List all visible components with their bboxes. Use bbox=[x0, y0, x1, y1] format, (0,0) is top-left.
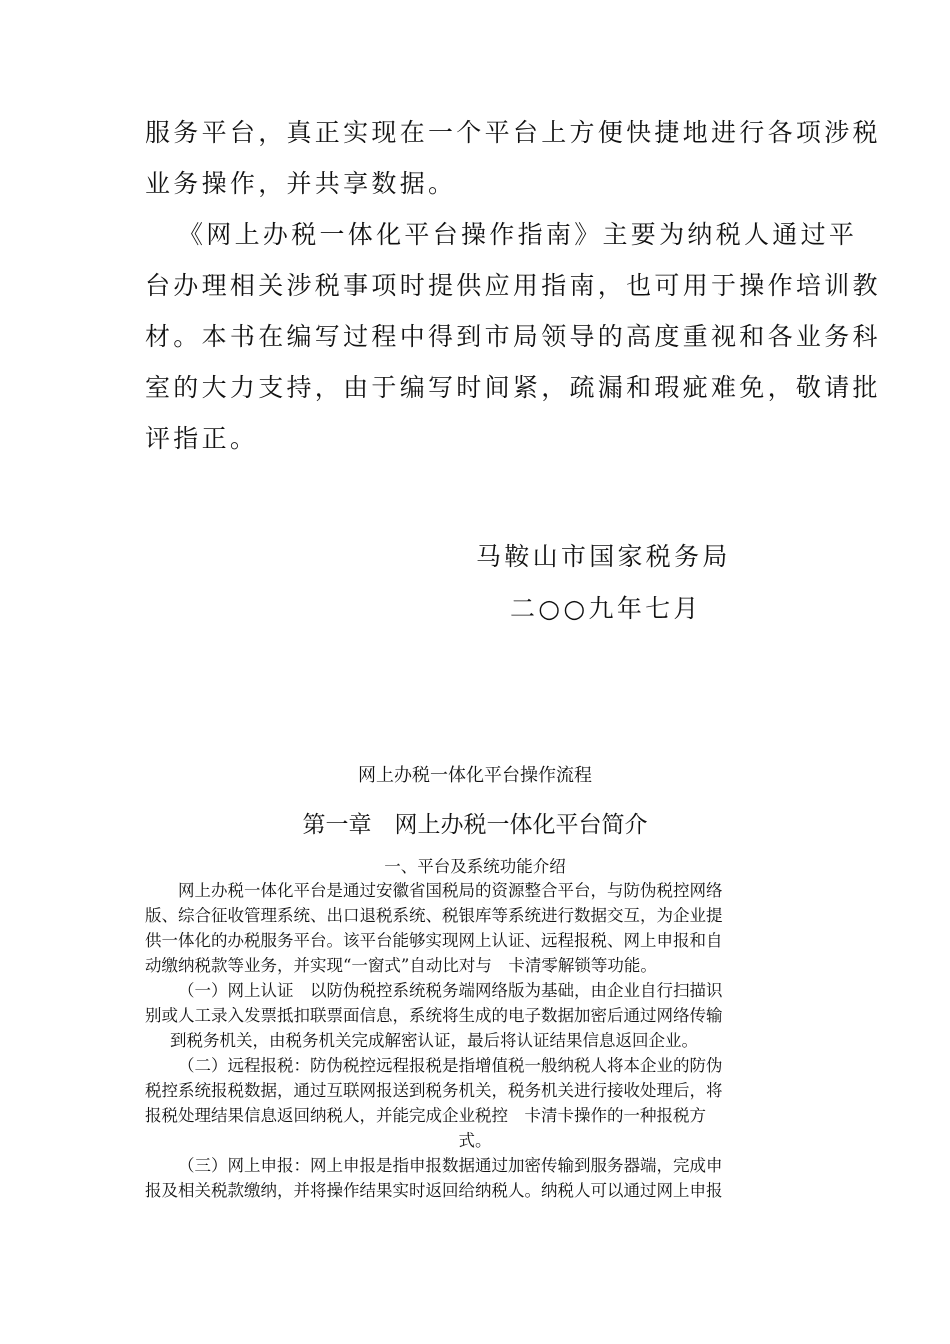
body-line: 版、综合征收管理系统、出口退税系统、税银库等系统进行数据交互，为企业提 bbox=[145, 906, 723, 925]
signature: 马鞍山市国家税务局 bbox=[476, 542, 731, 571]
body-line: 供一体化的办税服务平台。该平台能够实现网上认证、远程报税、网上申报和自 bbox=[145, 931, 723, 950]
body-line: 动缴纳税款等业务，并实现“一窗式”自动比对与 卡清零解锁等功能。 bbox=[145, 956, 657, 975]
preface-line: 室的大力支持，由于编写时间紧，疏漏和瑕疵难免，敬请批 bbox=[145, 373, 881, 402]
body-line: （二）远程报税：防伪税控远程报税是指增值税一般纳税人将本企业的防伪 bbox=[178, 1056, 723, 1075]
date: 二○○九年七月 bbox=[510, 594, 702, 623]
body-line: 税控系统报税数据，通过互联网报送到税务机关，税务机关进行接收处理后，将 bbox=[145, 1081, 723, 1100]
preface-line: 材。本书在编写过程中得到市局领导的高度重视和各业务科 bbox=[145, 322, 881, 351]
preface-line: 台办理相关涉税事项时提供应用指南，也可用于操作培训教 bbox=[145, 271, 881, 300]
preface-line: 《网上办税一体化平台操作指南》主要为纳税人通过平 bbox=[178, 220, 858, 249]
chapter-title: 第一章 网上办税一体化平台简介 bbox=[302, 812, 648, 838]
body-line: （三）网上申报：网上申报是指申报数据通过加密传输到服务器端，完成申 bbox=[178, 1156, 723, 1175]
body-line: （一）网上认证 以防伪税控系统税务端网络版为基础，由企业自行扫描识 bbox=[178, 981, 723, 1000]
body-line: 报税处理结果信息返回纳税人，并能完成企业税控 卡清卡操作的一种报税方 bbox=[145, 1106, 706, 1125]
body-line: 报及相关税款缴纳，并将操作结果实时返回给纳税人。纳税人可以通过网上申报 bbox=[145, 1181, 723, 1200]
body-line: 到税务机关，由税务机关完成解密认证，最后将认证结果信息返回企业。 bbox=[170, 1031, 698, 1050]
body-line: 别或人工录入发票抵扣联票面信息，系统将生成的电子数据加密后通过网络传输 bbox=[145, 1006, 723, 1025]
body-line: 网上办税一体化平台是通过安徽省国税局的资源整合平台，与防伪税控网络 bbox=[178, 881, 723, 900]
body-line: 式。 bbox=[458, 1131, 492, 1150]
section-subheading: 一、平台及系统功能介绍 bbox=[384, 857, 566, 876]
preface-line: 服务平台，真正实现在一个平台上方便快捷地进行各项涉税 bbox=[145, 118, 881, 147]
document-title: 网上办税一体化平台操作流程 bbox=[358, 765, 592, 786]
preface-line: 业务操作，并共享数据。 bbox=[145, 169, 457, 198]
preface-line: 评指正。 bbox=[145, 424, 259, 453]
